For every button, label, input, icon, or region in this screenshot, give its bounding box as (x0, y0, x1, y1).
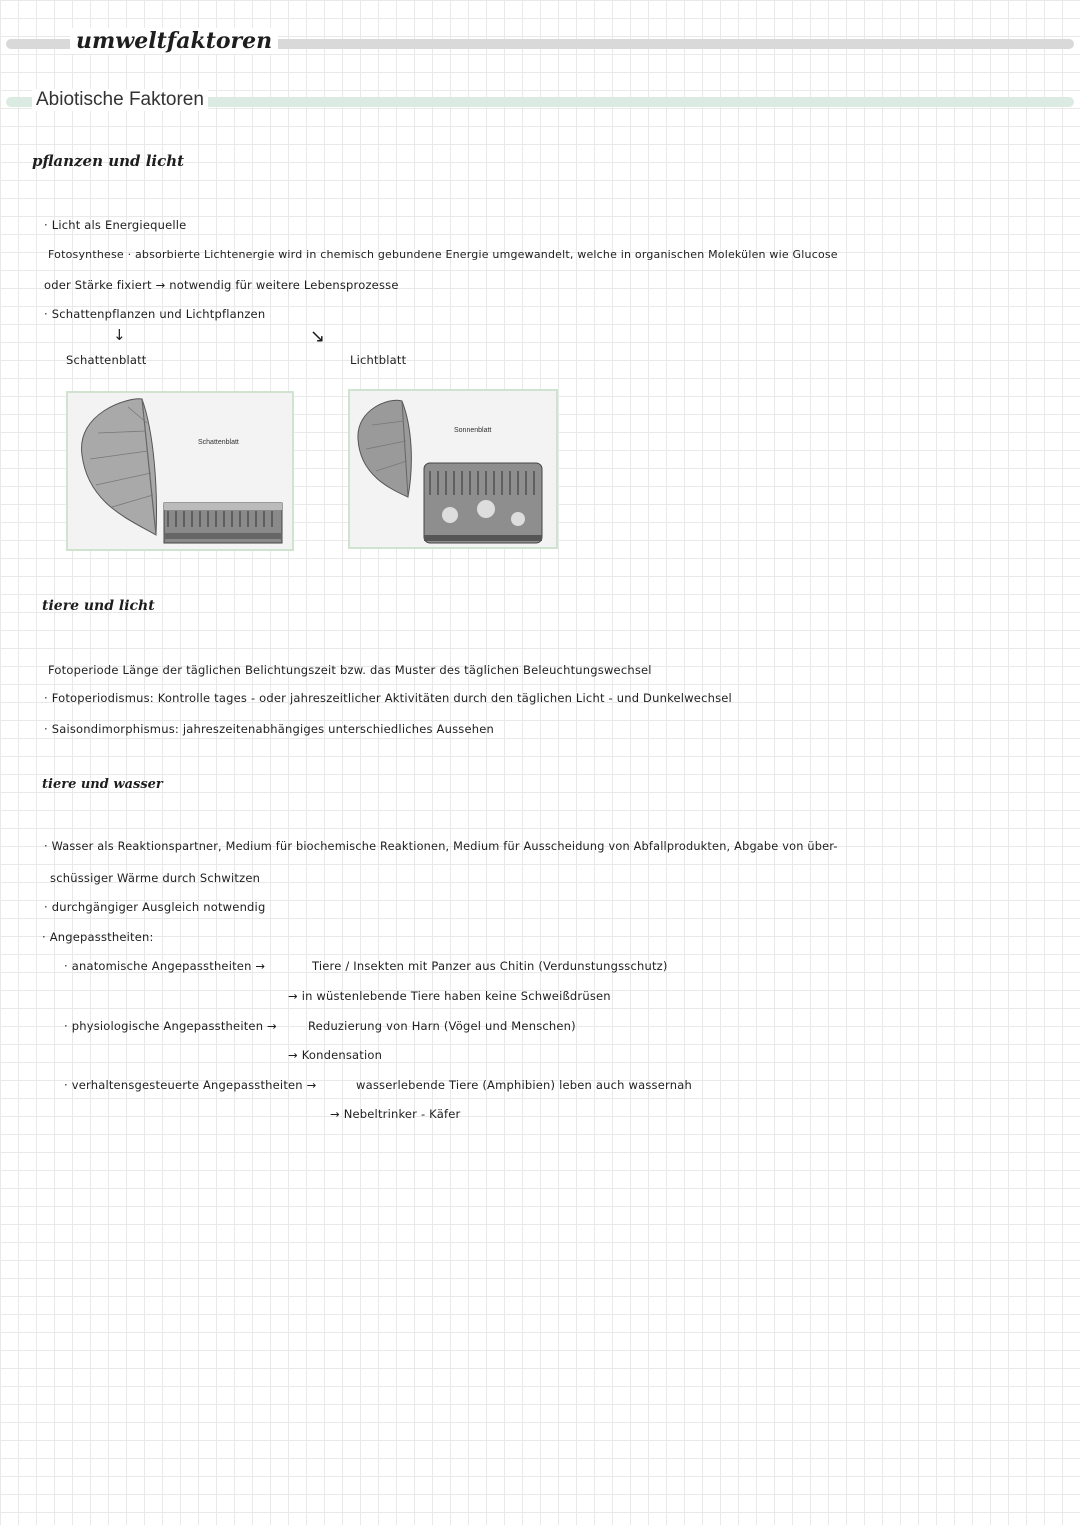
behavioral-label: · verhaltensgesteuerte Angepasstheiten → (64, 1078, 317, 1092)
plants-line-2: Fotosynthese · absorbierte Lichtenergie wird in chemisch gebundene Energie umgewandelt, welche in organischen Molekülen wie Glucose (48, 248, 838, 261)
physiological-item-1: Reduzierung von Harn (Vögel und Menschen) (308, 1019, 576, 1033)
sun-leaf-illustration (350, 391, 556, 547)
figure-shadow-leaf (66, 391, 294, 551)
heading-plants-light: pflanzen und licht (32, 152, 185, 170)
animals-light-line-2: · Fotoperiodismus: Kontrolle tages - oder jahreszeitlicher Aktivitäten durch den täglichen Licht - und Dunkelwechsel (44, 691, 732, 705)
label-shadow-leaf: Schattenblatt (66, 353, 147, 367)
animals-light-line-3: · Saisondimorphismus: jahreszeitenabhängiges unterschiedliches Aussehen (44, 722, 495, 736)
label-light-leaf: Lichtblatt (350, 353, 407, 367)
heading-animals-light: tiere und licht (42, 598, 155, 614)
animals-light-line-1: Fotoperiode Länge der täglichen Belichtungszeit bzw. das Muster des täglichen Beleuchtungswechsel (48, 663, 652, 677)
anatomical-item-2: → in wüstenlebende Tiere haben keine Schweißdrüsen (288, 989, 611, 1003)
physiological-item-2: → Kondensation (288, 1048, 383, 1062)
animals-water-line-3: · durchgängiger Ausgleich notwendig (44, 900, 266, 914)
page-title: umweltfaktoren (70, 28, 278, 54)
plants-line-4: · Schattenpflanzen und Lichtpflanzen (44, 307, 266, 321)
arrow-diagonal: ↘ (310, 326, 326, 347)
figure-shadow-caption: Schattenblatt (198, 439, 239, 446)
heading-animals-water: tiere und wasser (42, 777, 163, 792)
animals-water-line-4: · Angepasstheiten: (42, 930, 154, 944)
animals-water-line-2: schüssiger Wärme durch Schwitzen (50, 871, 261, 885)
figure-sun-caption: Sonnenblatt (454, 427, 492, 434)
plants-line-1: · Licht als Energiequelle (44, 218, 187, 232)
behavioral-item-2: → Nebeltrinker - Käfer (330, 1107, 461, 1121)
behavioral-item-1: wasserlebende Tiere (Amphibien) leben auch wassernah (356, 1078, 692, 1092)
shadow-leaf-illustration (68, 393, 292, 549)
physiological-label: · physiologische Angepasstheiten → (64, 1019, 277, 1033)
anatomical-label: · anatomische Angepasstheiten → (64, 959, 266, 973)
animals-water-line-1: · Wasser als Reaktionspartner, Medium für biochemische Reaktionen, Medium für Ausscheidung von Abfallprodukten, Abgabe von über- (44, 840, 838, 853)
anatomical-item-1: Tiere / Insekten mit Panzer aus Chitin (Verdunstungsschutz) (312, 959, 668, 973)
arrow-down: ↓ (113, 326, 126, 344)
page-subtitle: Abiotische Faktoren (32, 89, 208, 111)
figure-sun-leaf (348, 389, 558, 549)
plants-line-3: oder Stärke fixiert → notwendig für weitere Lebensprozesse (44, 278, 399, 292)
